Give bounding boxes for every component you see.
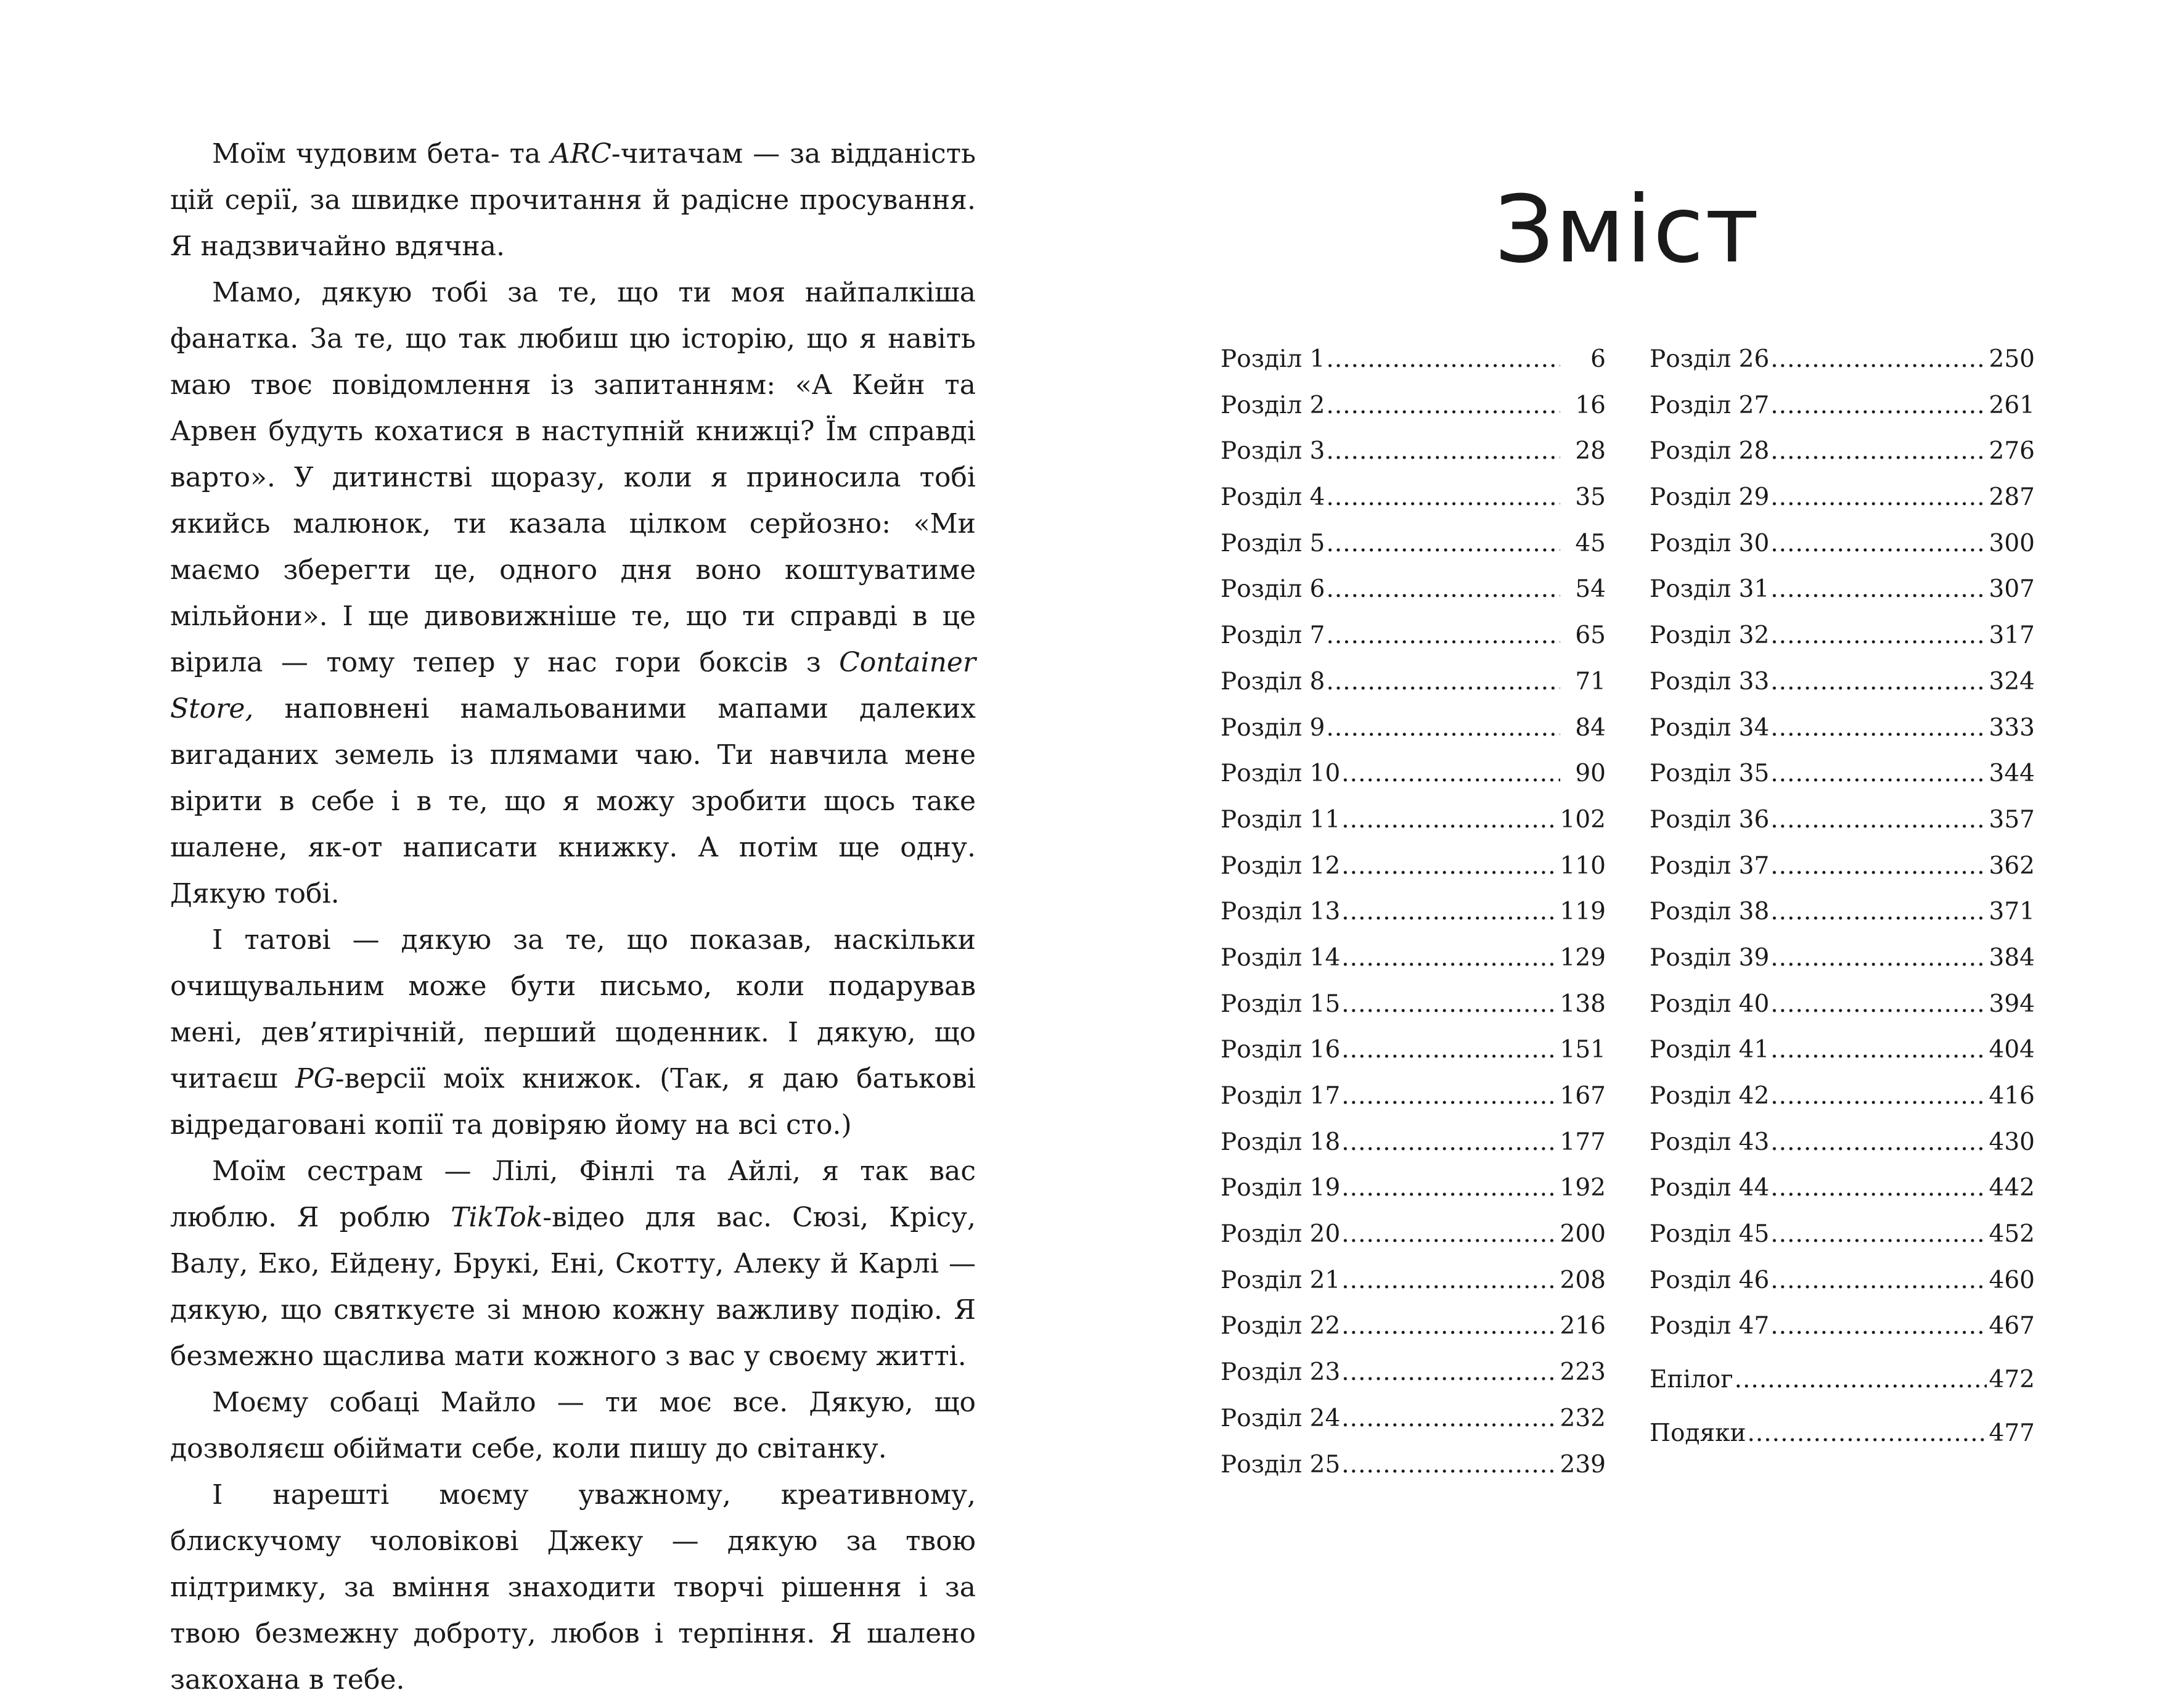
toc-entry-label: Розділ 43 xyxy=(1650,1128,1770,1156)
toc-entry-label: Розділ 22 xyxy=(1221,1312,1341,1340)
toc-entry-label: Розділ 33 xyxy=(1650,667,1770,696)
toc-entry xyxy=(1650,843,2035,890)
toc-entry-label: Розділ 13 xyxy=(1221,898,1341,926)
toc-entry-page-number: 45 xyxy=(1575,529,1606,557)
toc-entry xyxy=(1221,337,1606,383)
toc-entry xyxy=(1221,567,1606,613)
toc-entry-page-number: 208 xyxy=(1560,1266,1606,1294)
toc-entry-label: Розділ 47 xyxy=(1650,1312,1770,1340)
italic-term: PG xyxy=(295,1063,335,1094)
acknowledgements-page xyxy=(170,131,976,1703)
toc-column-2 xyxy=(1650,337,2035,1457)
toc-entry-label: Розділ 18 xyxy=(1221,1128,1341,1156)
italic-term: Container Store, xyxy=(170,647,976,724)
toc-leader-dots xyxy=(1326,429,1560,475)
table-of-contents-page xyxy=(1221,0,2034,1638)
toc-entry xyxy=(1221,889,1606,935)
toc-entry-label: Розділ 21 xyxy=(1221,1266,1341,1294)
toc-entry-label: Розділ 37 xyxy=(1650,852,1770,880)
toc-leader-dots xyxy=(1326,659,1560,705)
toc-leader-dots xyxy=(1341,1350,1557,1396)
toc-entry-page-number: 324 xyxy=(1989,667,2035,696)
toc-entry xyxy=(1221,1027,1606,1073)
toc-entry-label: Розділ 40 xyxy=(1650,990,1770,1018)
toc-entry xyxy=(1221,659,1606,705)
toc-entry xyxy=(1221,521,1606,567)
toc-entry-page-number: 6 xyxy=(1590,345,1606,373)
toc-entry xyxy=(1650,751,2035,797)
toc-entry xyxy=(1221,475,1606,521)
toc-entry-label: Розділ 15 xyxy=(1221,990,1341,1018)
toc-leader-dots xyxy=(1326,475,1560,521)
toc-leader-dots xyxy=(1326,567,1560,613)
toc-entry-page-number: 71 xyxy=(1575,667,1606,696)
toc-entry-label: Подяки xyxy=(1650,1419,1746,1447)
toc-entry-label: Розділ 26 xyxy=(1650,345,1770,373)
toc-leader-dots xyxy=(1341,843,1557,890)
toc-entry xyxy=(1221,1212,1606,1258)
toc-entry-page-number: 477 xyxy=(1989,1419,2035,1447)
toc-leader-dots xyxy=(1341,889,1557,935)
toc-entry-page-number: 430 xyxy=(1989,1128,2035,1156)
toc-leader-dots xyxy=(1341,1073,1557,1120)
toc-leader-dots xyxy=(1770,1120,1986,1166)
toc-entry xyxy=(1221,1396,1606,1442)
toc-entry-page-number: 300 xyxy=(1989,529,2035,557)
toc-leader-dots xyxy=(1770,797,1986,843)
toc-entry xyxy=(1650,1303,2035,1350)
toc-entry xyxy=(1221,429,1606,475)
toc-leader-dots xyxy=(1770,475,1986,521)
toc-entry-page-number: 276 xyxy=(1989,437,2035,466)
toc-entry-page-number: 371 xyxy=(1989,898,2035,926)
toc-entry-page-number: 357 xyxy=(1989,805,2035,834)
toc-leader-dots xyxy=(1735,1357,1987,1403)
toc-entry xyxy=(1221,935,1606,982)
toc-entry xyxy=(1650,1411,2035,1457)
text-run: Моєму собаці Майло — ти моє все. Дякую, що дозволяєш обіймати себе, коли пишу до світанку. xyxy=(170,1387,976,1464)
toc-entry-label: Розділ 38 xyxy=(1650,898,1770,926)
toc-entry-page-number: 394 xyxy=(1989,990,2035,1018)
text-run: -версії моїх книжок. (Так, я даю батькові відредаговані копії та довіряю йому на всі сто.) xyxy=(170,1063,976,1141)
toc-entry xyxy=(1650,659,2035,705)
toc-entry-page-number: 261 xyxy=(1989,391,2035,419)
toc-entry-page-number: 384 xyxy=(1989,943,2035,972)
toc-leader-dots xyxy=(1770,383,1986,429)
toc-leader-dots xyxy=(1341,1258,1557,1304)
toc-entry xyxy=(1650,889,2035,935)
text-run: І нарешті моєму уважному, креативному, блискучому чоловікові Джеку — дякую за твою підтримку, за вміння знаходити творчі рішення і за твою безмежну доброту, любов і терпіння. Я шалено закохана в тебе. xyxy=(170,1479,976,1696)
toc-entry xyxy=(1221,1073,1606,1120)
toc-entry xyxy=(1650,705,2035,752)
text-run: наповнені намальованими мапами далеких вигаданих земель із плямами чаю. Ти навчила мене вірити в себе і в те, що я можу зробити щось таке шалене, як-от написати книжку. А потім ще одну. Дякую тобі. xyxy=(170,693,976,909)
toc-entry-page-number: 216 xyxy=(1560,1312,1606,1340)
toc-entry-page-number: 239 xyxy=(1560,1450,1606,1479)
toc-entry-label: Розділ 3 xyxy=(1221,437,1325,466)
toc-entry-page-number: 119 xyxy=(1560,898,1606,926)
acknowledgement-paragraph xyxy=(170,917,976,1148)
acknowledgements-text xyxy=(170,131,976,1703)
italic-term: ARC xyxy=(550,138,611,170)
toc-entry-label: Розділ 42 xyxy=(1650,1082,1770,1110)
toc-entry-page-number: 151 xyxy=(1560,1036,1606,1064)
toc-entry-page-number: 65 xyxy=(1575,622,1606,650)
text-run: -читачам — за відданість цій серії, за швидке прочитання й радісне просування. Я надзвичайно вдячна. xyxy=(170,138,976,262)
toc-entry xyxy=(1650,1165,2035,1212)
toc-entry-page-number: 102 xyxy=(1560,805,1606,834)
toc-entry xyxy=(1650,613,2035,659)
toc-entry xyxy=(1221,1258,1606,1304)
toc-leader-dots xyxy=(1747,1411,1986,1457)
toc-entry xyxy=(1650,567,2035,613)
toc-entry-page-number: 35 xyxy=(1575,483,1606,512)
toc-leader-dots xyxy=(1770,1258,1986,1304)
toc-entry-label: Розділ 31 xyxy=(1650,575,1770,604)
toc-entry xyxy=(1650,475,2035,521)
text-run: Моїм сестрам — Лілі, Фінлі та Айлі, я так вас люблю. Я роблю xyxy=(170,1155,976,1233)
text-run: Моїм чудовим бета- та xyxy=(212,138,551,170)
acknowledgement-paragraph xyxy=(170,269,976,917)
toc-leader-dots xyxy=(1341,1396,1557,1442)
toc-entry xyxy=(1650,1357,2035,1403)
toc-entry-label: Розділ 30 xyxy=(1650,529,1770,557)
toc-leader-dots xyxy=(1770,659,1986,705)
toc-entry xyxy=(1650,429,2035,475)
toc-entry-label: Розділ 12 xyxy=(1221,852,1341,880)
toc-entry-label: Розділ 35 xyxy=(1650,760,1770,788)
toc-leader-dots xyxy=(1326,521,1560,567)
toc-entry-page-number: 84 xyxy=(1575,713,1606,742)
toc-entry-label: Розділ 44 xyxy=(1650,1174,1770,1202)
toc-entry-page-number: 90 xyxy=(1575,760,1606,788)
toc-column-1 xyxy=(1221,337,1606,1488)
toc-entry xyxy=(1650,337,2035,383)
toc-entry-label: Розділ 34 xyxy=(1650,713,1770,742)
toc-entry-page-number: 362 xyxy=(1989,852,2035,880)
toc-leader-dots xyxy=(1341,1212,1557,1258)
toc-entry xyxy=(1221,751,1606,797)
toc-entry-label: Розділ 24 xyxy=(1221,1404,1341,1432)
toc-entry xyxy=(1650,935,2035,982)
toc-entry-label: Розділ 16 xyxy=(1221,1036,1341,1064)
toc-leader-dots xyxy=(1341,1165,1557,1212)
toc-entry xyxy=(1650,1212,2035,1258)
toc-entry-page-number: 129 xyxy=(1560,943,1606,972)
toc-entry xyxy=(1650,1120,2035,1166)
toc-entry-label: Розділ 10 xyxy=(1221,760,1341,788)
toc-entry-page-number: 467 xyxy=(1989,1312,2035,1340)
toc-leader-dots xyxy=(1770,1303,1986,1350)
toc-entry-page-number: 167 xyxy=(1560,1082,1606,1110)
acknowledgement-paragraph xyxy=(170,1379,976,1472)
toc-entry-label: Розділ 1 xyxy=(1221,345,1325,373)
toc-entry-page-number: 192 xyxy=(1560,1174,1606,1202)
toc-entry xyxy=(1221,797,1606,843)
toc-entry xyxy=(1650,1073,2035,1120)
toc-leader-dots xyxy=(1770,843,1986,890)
toc-entry xyxy=(1650,383,2035,429)
toc-leader-dots xyxy=(1770,613,1986,659)
toc-leader-dots xyxy=(1770,935,1986,982)
toc-entry-label: Розділ 27 xyxy=(1650,391,1770,419)
toc-entry xyxy=(1650,521,2035,567)
toc-leader-dots xyxy=(1341,982,1557,1028)
toc-entry-page-number: 138 xyxy=(1560,990,1606,1018)
toc-entry-page-number: 344 xyxy=(1989,760,2035,788)
toc-entry-label: Розділ 4 xyxy=(1221,483,1325,512)
toc-entry-label: Розділ 39 xyxy=(1650,943,1770,972)
italic-term: TikTok xyxy=(451,1202,543,1233)
toc-leader-dots xyxy=(1326,337,1560,383)
toc-entry xyxy=(1221,982,1606,1028)
acknowledgement-paragraph xyxy=(170,1472,976,1703)
toc-leader-dots xyxy=(1770,429,1986,475)
toc-entry xyxy=(1650,1027,2035,1073)
toc-leader-dots xyxy=(1341,1027,1557,1073)
toc-leader-dots xyxy=(1341,1303,1557,1350)
toc-entry-label: Розділ 11 xyxy=(1221,805,1341,834)
toc-entry-label: Розділ 46 xyxy=(1650,1266,1770,1294)
acknowledgement-paragraph xyxy=(170,131,976,269)
toc-entry-page-number: 307 xyxy=(1989,575,2035,604)
toc-leader-dots xyxy=(1770,1165,1986,1212)
toc-entry-label: Розділ 8 xyxy=(1221,667,1325,696)
toc-leader-dots xyxy=(1341,797,1557,843)
toc-entry-page-number: 333 xyxy=(1989,713,2035,742)
toc-entry-page-number: 452 xyxy=(1989,1220,2035,1249)
toc-entry-page-number: 442 xyxy=(1989,1174,2035,1202)
toc-entry-label: Розділ 25 xyxy=(1221,1450,1341,1479)
toc-leader-dots xyxy=(1341,1120,1557,1166)
toc-entry-page-number: 110 xyxy=(1560,852,1606,880)
toc-entry-page-number: 16 xyxy=(1575,391,1606,419)
toc-entry-label: Розділ 7 xyxy=(1221,622,1325,650)
toc-entry-label: Розділ 28 xyxy=(1650,437,1770,466)
toc-entry-page-number: 250 xyxy=(1989,345,2035,373)
toc-title: Зміст xyxy=(1494,176,1761,284)
text-run: І татові — дякую за те, що показав, наскільки очищувальним може бути письмо, коли подарував мені, дев’ятирічній, перший щоденник. І дякую, що читаєш xyxy=(170,924,976,1094)
toc-leader-dots xyxy=(1770,705,1986,752)
toc-entry xyxy=(1221,1350,1606,1396)
toc-leader-dots xyxy=(1326,383,1560,429)
toc-entry-label: Розділ 32 xyxy=(1650,622,1770,650)
toc-entry-label: Розділ 2 xyxy=(1221,391,1325,419)
toc-leader-dots xyxy=(1770,521,1986,567)
toc-leader-dots xyxy=(1341,751,1560,797)
toc-entry xyxy=(1221,383,1606,429)
toc-entry-page-number: 28 xyxy=(1575,437,1606,466)
toc-entry xyxy=(1221,1165,1606,1212)
toc-leader-dots xyxy=(1770,982,1986,1028)
text-run: -відео для вас. Сюзі, Крісу, Валу, Еко, Ейдену, Брукі, Ені, Скотту, Алеку й Карлі — дякую, що святкуєте зі мною кожну важливу подію. Я безмежно щаслива мати кожного з вас у своєму житті. xyxy=(170,1202,976,1372)
toc-entry xyxy=(1221,843,1606,890)
toc-leader-dots xyxy=(1770,567,1986,613)
toc-entry-label: Розділ 41 xyxy=(1650,1036,1770,1064)
toc-entry-page-number: 472 xyxy=(1989,1366,2035,1394)
toc-entry xyxy=(1221,613,1606,659)
toc-entry-label: Розділ 19 xyxy=(1221,1174,1341,1202)
toc-entry xyxy=(1650,797,2035,843)
toc-entry-label: Розділ 6 xyxy=(1221,575,1325,604)
acknowledgement-paragraph xyxy=(170,1148,976,1379)
toc-entry-page-number: 54 xyxy=(1575,575,1606,604)
toc-entry-label: Розділ 9 xyxy=(1221,713,1325,742)
toc-entry-label: Розділ 5 xyxy=(1221,529,1325,557)
toc-leader-dots xyxy=(1770,889,1986,935)
toc-entry-label: Розділ 20 xyxy=(1221,1220,1341,1249)
toc-leader-dots xyxy=(1326,705,1560,752)
toc-entry-label: Розділ 36 xyxy=(1650,805,1770,834)
toc-entry-page-number: 404 xyxy=(1989,1036,2035,1064)
toc-entry xyxy=(1221,1120,1606,1166)
toc-entry-label: Розділ 23 xyxy=(1221,1358,1341,1387)
toc-leader-dots xyxy=(1770,1073,1986,1120)
toc-leader-dots xyxy=(1341,1442,1557,1488)
toc-entry xyxy=(1221,705,1606,752)
toc-entry-label: Розділ 29 xyxy=(1650,483,1770,512)
toc-entry xyxy=(1650,1258,2035,1304)
toc-entry-label: Епілог xyxy=(1650,1366,1733,1394)
toc-entry-page-number: 317 xyxy=(1989,622,2035,650)
toc-entry xyxy=(1221,1442,1606,1488)
toc-entry-page-number: 200 xyxy=(1560,1220,1606,1249)
toc-entry-label: Розділ 14 xyxy=(1221,943,1341,972)
toc-leader-dots xyxy=(1770,1027,1986,1073)
toc-entry xyxy=(1650,982,2035,1028)
toc-entry xyxy=(1221,1303,1606,1350)
toc-entry-page-number: 232 xyxy=(1560,1404,1606,1432)
toc-leader-dots xyxy=(1770,337,1986,383)
toc-leader-dots xyxy=(1326,613,1560,659)
toc-entry-label: Розділ 45 xyxy=(1650,1220,1770,1249)
toc-leader-dots xyxy=(1770,751,1986,797)
toc-entry-page-number: 287 xyxy=(1989,483,2035,512)
toc-entry-label: Розділ 17 xyxy=(1221,1082,1341,1110)
toc-leader-dots xyxy=(1341,935,1557,982)
text-run: Мамо, дякую тобі за те, що ти моя найпалкіша фанатка. За те, що так любиш цю історію, що я навіть маю твоє повідомлення із запитанням: «А Кейн та Арвен будуть кохатися в наступній книжці? Їм справді варто». У дитинстві щоразу, коли я приносила тобі якийсь малюнок, ти казала цілком серйозно: «Ми маємо зберегти це, одного дня воно коштуватиме мільйони». І ще дивовижніше те, що ти справді в це вірила — тому тепер у нас гори боксів з xyxy=(170,277,976,678)
toc-entry-page-number: 223 xyxy=(1560,1358,1606,1387)
toc-leader-dots xyxy=(1770,1212,1986,1258)
toc-entry-page-number: 416 xyxy=(1989,1082,2035,1110)
toc-entry-page-number: 177 xyxy=(1560,1128,1606,1156)
toc-entry-page-number: 460 xyxy=(1989,1266,2035,1294)
